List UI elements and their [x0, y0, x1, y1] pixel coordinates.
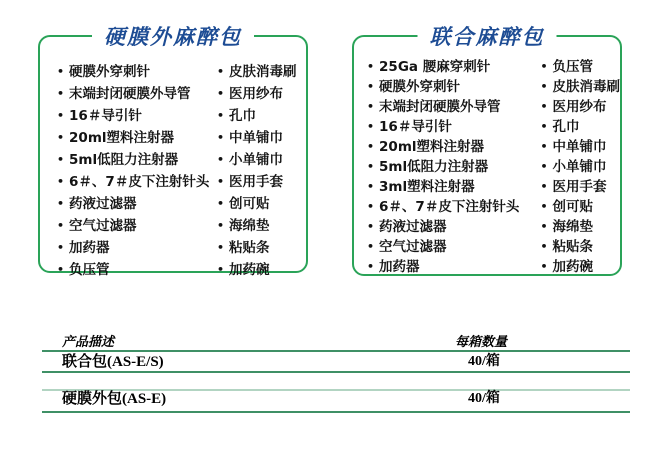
kit-item-label: 末端封闭硬膜外导管: [379, 99, 501, 115]
kit-item: [57, 237, 217, 259]
kit-item-label: 5ml低阻力注射器: [69, 152, 179, 168]
kit-item: [367, 197, 540, 217]
table-divider: [42, 371, 630, 373]
kit-item-label: 25Ga 腰麻穿刺针: [379, 59, 491, 75]
kit-item-label: 皮肤消毒刷: [229, 64, 297, 80]
kit-item-label: 6＃、7＃皮下注射针头: [379, 199, 520, 215]
kit-column-left: [354, 57, 540, 277]
bullet-icon: •: [540, 260, 548, 273]
bullet-icon: •: [367, 160, 375, 173]
kit-item-label: 医用手套: [229, 174, 284, 190]
kit-item-label: 末端封闭硬膜外导管: [69, 86, 191, 102]
table-row-qty: 40/箱: [468, 391, 500, 406]
kit-item: [540, 77, 620, 97]
bullet-icon: •: [367, 240, 375, 253]
kit-item: [367, 57, 540, 77]
kit-item: [367, 177, 540, 197]
bullet-icon: •: [217, 109, 225, 122]
bullet-icon: •: [57, 65, 65, 78]
kit-item: [57, 105, 217, 127]
kit-item: [57, 215, 217, 237]
kit-item-label: 孔巾: [552, 119, 580, 135]
table-divider: [42, 350, 630, 352]
kit-item-label: 粘贴条: [229, 240, 270, 256]
bullet-icon: •: [367, 60, 375, 73]
kit-item: [217, 259, 297, 281]
kit-item-label: 加药器: [379, 259, 420, 275]
bullet-icon: •: [217, 263, 225, 276]
table-divider: [42, 411, 630, 413]
bullet-icon: •: [57, 131, 65, 144]
bullet-icon: •: [57, 153, 65, 166]
kit-item: [540, 217, 620, 237]
table-header-qty: 每箱数量: [455, 335, 508, 350]
bullet-icon: •: [540, 160, 548, 173]
kit-item-label: 小单铺巾: [229, 152, 284, 168]
bullet-icon: •: [57, 219, 65, 232]
kit-item: [540, 257, 620, 277]
bullet-icon: •: [367, 100, 375, 113]
kit-item-label: 加药碗: [552, 259, 593, 275]
bullet-icon: •: [540, 120, 548, 133]
bullet-icon: •: [217, 175, 225, 188]
kit-item-label: 5ml低阻力注射器: [379, 159, 489, 175]
bullet-icon: •: [540, 240, 548, 253]
kit-item: [217, 105, 297, 127]
bullet-icon: •: [367, 200, 375, 213]
kit-item-label: 20ml塑料注射器: [69, 130, 175, 146]
kit-title-combined: 联合麻醉包: [418, 21, 557, 51]
kit-column-right: [217, 61, 297, 281]
kit-item-label: 药液过滤器: [69, 196, 137, 212]
bullet-icon: •: [217, 241, 225, 254]
bullet-icon: •: [367, 220, 375, 233]
kit-box-epidural: [38, 25, 308, 278]
bullet-icon: •: [57, 241, 65, 254]
bullet-icon: •: [540, 80, 548, 93]
kit-item: [57, 259, 217, 281]
kit-item-label: 小单铺巾: [552, 159, 607, 175]
kit-body: [354, 37, 620, 277]
bullet-icon: •: [57, 197, 65, 210]
kit-column-left: [40, 61, 217, 281]
bullet-icon: •: [540, 140, 548, 153]
kit-item: [540, 157, 620, 177]
kit-item-label: 药液过滤器: [379, 219, 447, 235]
bullet-icon: •: [367, 180, 375, 193]
kit-item: [540, 97, 620, 117]
kit-item-label: 海绵垫: [552, 219, 593, 235]
bullet-icon: •: [217, 219, 225, 232]
kit-item-label: 20ml塑料注射器: [379, 139, 485, 155]
bullet-icon: •: [367, 80, 375, 93]
kit-column-right: [540, 57, 620, 277]
bullet-icon: •: [540, 60, 548, 73]
kit-item-label: 加药器: [69, 240, 110, 256]
kit-item: [217, 83, 297, 105]
kit-item: [57, 149, 217, 171]
kit-item-label: 空气过滤器: [69, 218, 137, 234]
bullet-icon: •: [217, 197, 225, 210]
bullet-icon: •: [367, 140, 375, 153]
kit-item-label: 空气过滤器: [379, 239, 447, 255]
bullet-icon: •: [217, 87, 225, 100]
kit-item-label: 加药碗: [229, 262, 270, 278]
kit-item: [57, 83, 217, 105]
kit-title-epidural: 硬膜外麻醉包: [92, 21, 254, 51]
table-row-qty: 40/箱: [468, 354, 500, 369]
kit-item: [367, 137, 540, 157]
table-row-product-name: 硬膜外包(AS-E): [62, 391, 167, 407]
kit-item-label: 中单铺巾: [229, 130, 284, 146]
kit-item: [367, 77, 540, 97]
kit-item-label: 16＃导引针: [379, 119, 452, 135]
kit-item: [217, 61, 297, 83]
kit-item: [540, 57, 620, 77]
kit-item: [367, 157, 540, 177]
kit-item-label: 3ml塑料注射器: [379, 179, 475, 195]
kit-item-label: 中单铺巾: [552, 139, 607, 155]
bullet-icon: •: [367, 120, 375, 133]
bullet-icon: •: [57, 263, 65, 276]
kit-item: [367, 97, 540, 117]
kit-item-label: 医用手套: [552, 179, 607, 195]
bullet-icon: •: [540, 220, 548, 233]
kit-item: [540, 197, 620, 217]
kit-item: [217, 193, 297, 215]
bullet-icon: •: [57, 175, 65, 188]
kit-item-label: 粘贴条: [552, 239, 593, 255]
kit-item-label: 海绵垫: [229, 218, 270, 234]
kit-item: [540, 117, 620, 137]
bullet-icon: •: [367, 260, 375, 273]
kit-item: [217, 237, 297, 259]
kit-item-label: 创可贴: [552, 199, 593, 215]
bullet-icon: •: [57, 109, 65, 122]
kit-item: [217, 215, 297, 237]
kit-item-label: 医用纱布: [229, 86, 284, 102]
bullet-icon: •: [217, 65, 225, 78]
kit-item: [367, 217, 540, 237]
kit-item: [367, 237, 540, 257]
kit-item-label: 硬膜外穿刺针: [379, 79, 461, 95]
kit-body: [40, 37, 306, 281]
kit-item-label: 硬膜外穿刺针: [69, 64, 151, 80]
kit-item: [217, 149, 297, 171]
bullet-icon: •: [217, 153, 225, 166]
bullet-icon: •: [540, 180, 548, 193]
kit-item-label: 6＃、7＃皮下注射针头: [69, 174, 210, 190]
kit-item-label: 皮肤消毒刷: [552, 79, 620, 95]
kit-item-label: 孔巾: [229, 108, 257, 124]
bullet-icon: •: [540, 200, 548, 213]
kit-item: [217, 127, 297, 149]
kit-item: [540, 137, 620, 157]
kit-item: [57, 61, 217, 83]
kit-item-label: 负压管: [552, 59, 593, 75]
kit-item: [540, 177, 620, 197]
kit-item-label: 创可贴: [229, 196, 270, 212]
kit-item-label: 16＃导引针: [69, 108, 142, 124]
product-spec-table: [42, 336, 630, 416]
kit-item-label: 医用纱布: [552, 99, 607, 115]
kit-box-combined: [352, 25, 622, 276]
bullet-icon: •: [217, 131, 225, 144]
table-row-product-name: 联合包(AS-E/S): [62, 354, 164, 370]
kit-item: [367, 117, 540, 137]
kit-item: [57, 193, 217, 215]
kit-item: [540, 237, 620, 257]
kit-item: [57, 171, 217, 193]
bullet-icon: •: [57, 87, 65, 100]
kit-item-label: 负压管: [69, 262, 110, 278]
bullet-icon: •: [540, 100, 548, 113]
table-header-product: 产品描述: [62, 335, 115, 350]
kit-item: [217, 171, 297, 193]
kit-item: [57, 127, 217, 149]
kit-item: [367, 257, 540, 277]
